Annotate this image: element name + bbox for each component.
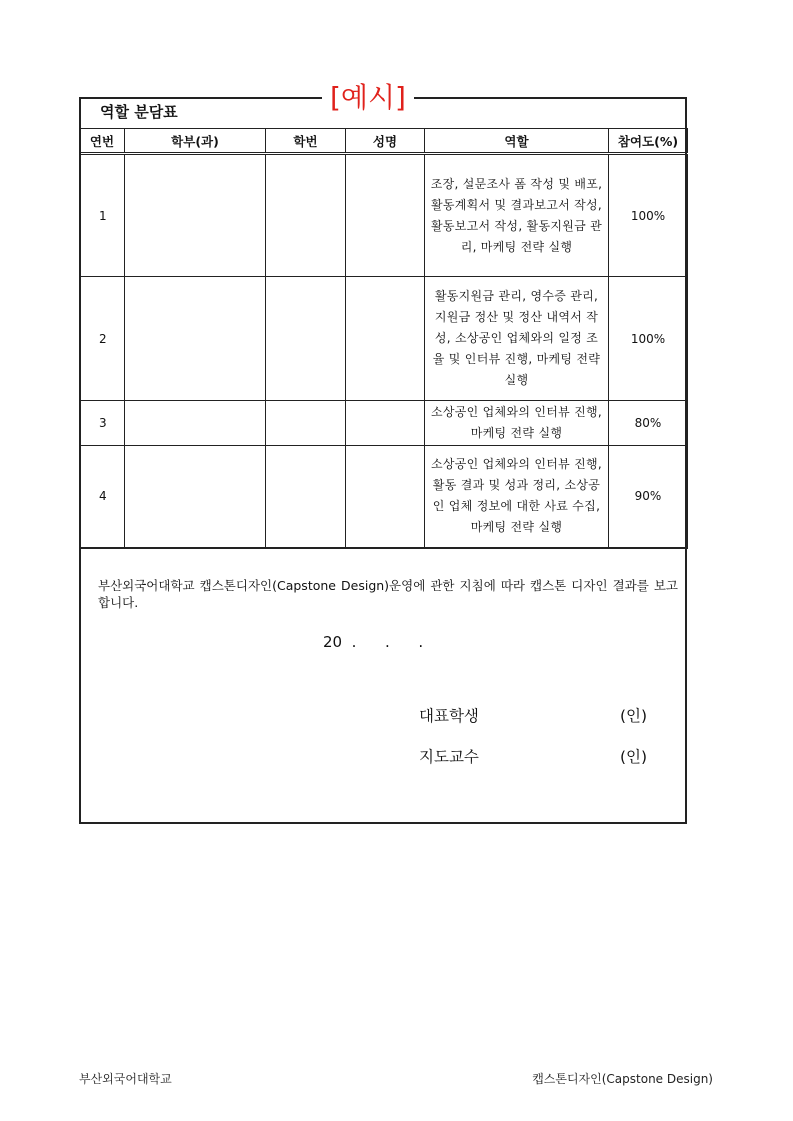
header-role: 역할: [425, 129, 609, 154]
row-role: 소상공인 업체와의 인터뷰 진행, 활동 결과 및 성과 정리, 소상공인 업체 정보에 대한 사료 수집, 마케팅 전략 실행: [425, 446, 609, 548]
role-table: [79, 128, 688, 549]
advisor-seal: (인): [620, 748, 648, 766]
footer-university: 부산외국어대학교: [79, 1072, 172, 1086]
row-student-id: [266, 401, 346, 446]
row-no: 3: [80, 401, 125, 446]
row-participation: 90%: [609, 446, 688, 548]
row-no: 1: [80, 154, 125, 277]
footer-program: 캡스톤디자인(Capstone Design): [532, 1072, 713, 1086]
row-department: [125, 401, 266, 446]
header-student-id: 학번: [266, 129, 346, 154]
table-row: [80, 277, 688, 401]
header-participation: 참여도(%): [609, 129, 688, 154]
row-student-id: [266, 154, 346, 277]
row-name: [346, 401, 425, 446]
row-role: 활동지원금 관리, 영수증 관리, 지원금 정산 및 정산 내역서 작성, 소상공인 업체와의 일정 조율 및 인터뷰 진행, 마케팅 전략 실행: [425, 277, 609, 401]
representative-student-label: 대표학생: [419, 707, 479, 725]
example-stamp: [예시]: [322, 80, 414, 116]
row-department: [125, 154, 266, 277]
header-no: 연번: [80, 129, 125, 154]
table-row: [80, 401, 688, 446]
report-statement: 부산외국어대학교 캡스톤디자인(Capstone Design)운영에 관한 지침에 따라 캡스톤 디자인 결과를 보고합니다.: [98, 578, 678, 610]
row-role: 소상공인 업체와의 인터뷰 진행, 마케팅 전략 실행: [425, 401, 609, 446]
row-name: [346, 154, 425, 277]
row-no: 4: [80, 446, 125, 548]
header-name: 성명: [346, 129, 425, 154]
row-name: [346, 277, 425, 401]
row-no: 2: [80, 277, 125, 401]
row-department: [125, 446, 266, 548]
table-row: [80, 154, 688, 277]
row-role: 조장, 설문조사 폼 작성 및 배포, 활동계획서 및 결과보고서 작성, 활동보고서 작성, 활동지원금 관리, 마케팅 전략 실행: [425, 154, 609, 277]
row-participation: 100%: [609, 277, 688, 401]
header-department: 학부(과): [125, 129, 266, 154]
row-participation: 80%: [609, 401, 688, 446]
table-header-row: [80, 129, 688, 154]
report-date: 20 . . .: [323, 633, 424, 651]
representative-student-seal: (인): [620, 707, 648, 725]
advisor-label: 지도교수: [419, 748, 479, 766]
row-name: [346, 446, 425, 548]
table-row: [80, 446, 688, 548]
row-student-id: [266, 277, 346, 401]
table-title: 역할 분담표: [100, 103, 178, 121]
row-participation: 100%: [609, 154, 688, 277]
row-student-id: [266, 446, 346, 548]
row-department: [125, 277, 266, 401]
